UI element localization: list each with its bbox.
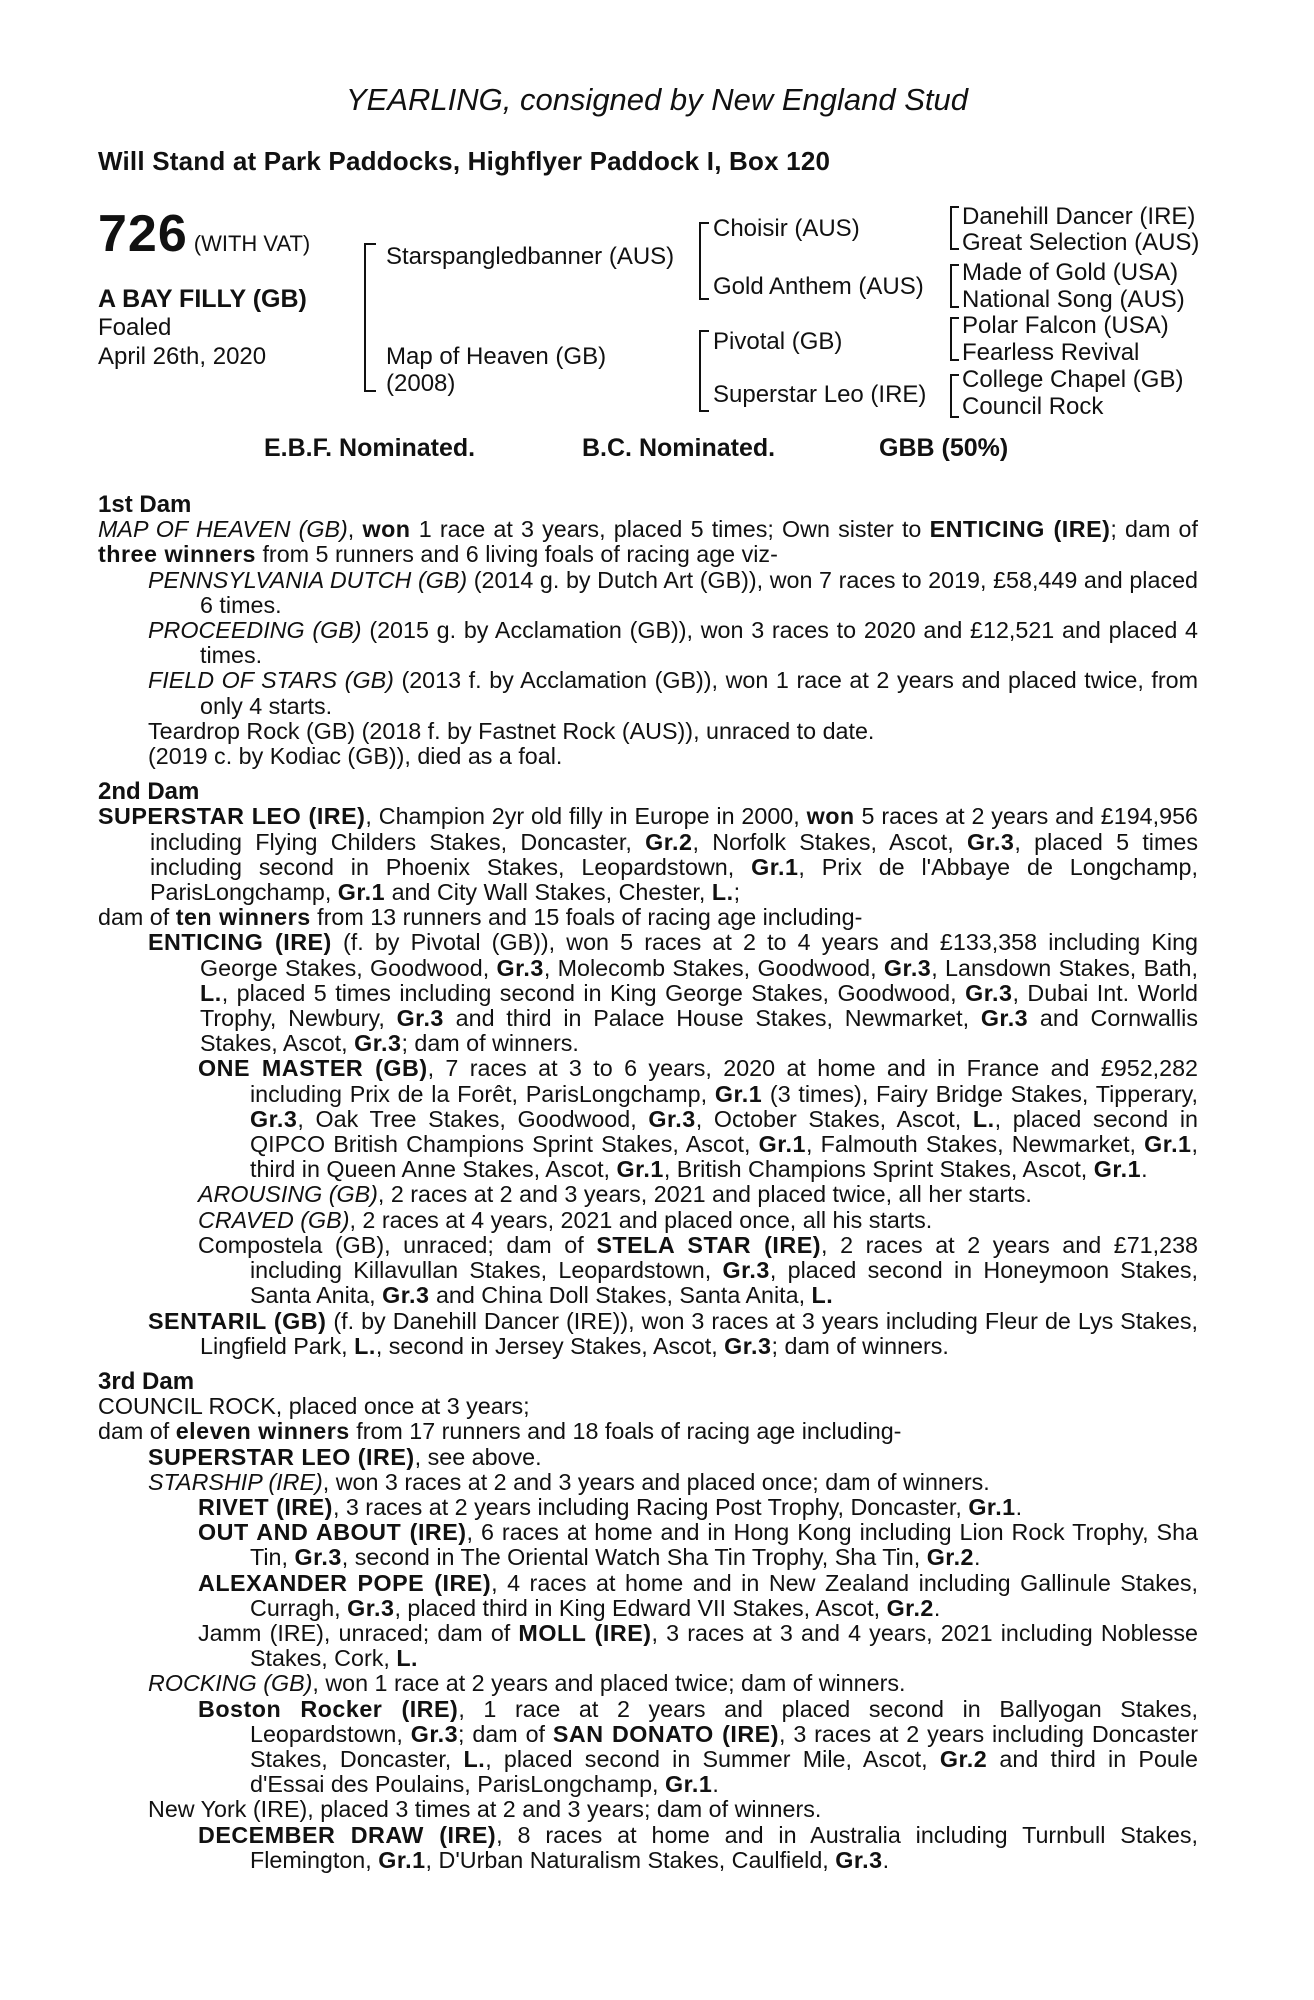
grade: Gr.3: [967, 828, 1015, 855]
pedigree-dam-dam: Superstar Leo (IRE): [713, 381, 927, 408]
text: .: [933, 1594, 941, 1621]
text: , second in Jersey Stakes, Ascot,: [375, 1332, 725, 1359]
grade: Gr.2: [886, 1594, 934, 1621]
grade: Gr.3: [980, 1005, 1029, 1032]
text: ; dam of: [458, 1720, 553, 1747]
produce-entry-december-draw: [98, 1823, 1198, 1873]
grade: Gr.3: [410, 1720, 459, 1747]
foal-name: PROCEEDING (GB): [148, 617, 362, 644]
pedigree-g2: Great Selection (AUS): [962, 229, 1200, 256]
text: dam of: [98, 1418, 176, 1445]
brace-parents: [364, 243, 376, 392]
runner-name: ROCKING (GB): [148, 1670, 313, 1697]
brace-g3: [950, 317, 959, 361]
text: , 2 races at 4 years, 2021 and placed once, all his starts.: [349, 1206, 933, 1233]
brace-sire-parents: [699, 222, 709, 300]
produce-entry-alexander-pope: [98, 1571, 1198, 1621]
brace-dam-parents: [699, 330, 709, 412]
text: ;: [733, 879, 741, 906]
horse-description: A BAY FILLY (GB): [98, 285, 307, 313]
text: , 6 races at home and in Hong Kong including Lion Rock Trophy, Sha Tin,: [250, 1519, 1198, 1571]
produce-entry-compostela: [98, 1233, 1198, 1309]
produce-record: [98, 482, 1198, 1873]
text: , see above.: [414, 1443, 542, 1470]
pedigree-dam-sire: Pivotal (GB): [713, 328, 843, 355]
lot-number: 726: [98, 205, 188, 263]
text: Compostela (GB), unraced; dam of: [198, 1231, 597, 1258]
text: from 5 runners and 6 living foals of racing age viz-: [255, 541, 778, 568]
grade: Gr.2: [939, 1745, 988, 1772]
runner-name: SAN DONATO (IRE): [552, 1720, 779, 1747]
runner-name: STARSHIP (IRE): [148, 1468, 323, 1495]
foal-entry: [98, 618, 1198, 668]
dam-name: SUPERSTAR LEO (IRE): [98, 803, 366, 830]
grade: Gr.1: [758, 1131, 806, 1158]
text: Jamm (IRE), unraced; dam of: [198, 1619, 519, 1646]
third-dam-produce: [98, 1419, 1198, 1444]
first-dam-summary: MAP OF HEAVEN (GB), won 1 race at 3 years, placed 5 times; Own sister to ENTICING (IRE); dam of three winners from 5 runners and 6 living foals of racing age viz-: [98, 516, 1198, 568]
text: , 4 races at home and in New Zealand including Gallinule Stakes, Curragh,: [250, 1569, 1198, 1621]
text: , Lansdown Stakes, Bath,: [931, 954, 1198, 981]
grade: Gr.3: [496, 954, 544, 981]
text: and China Doll Stakes, Santa Anita,: [429, 1282, 812, 1309]
text: , placed 5 times including second in King George Stakes, Goodwood,: [221, 979, 966, 1006]
first-dam-heading: 1st Dam: [98, 491, 192, 518]
text: , Dubai Int. World Trophy, Newbury,: [200, 979, 1198, 1032]
grade: Gr.1: [1144, 1131, 1192, 1158]
grade: Gr.3: [965, 979, 1013, 1006]
produce-entry-rivet: [98, 1495, 1198, 1520]
text: (3 times), Fairy Bridge Stakes, Tipperary,: [762, 1080, 1198, 1107]
listed: L.: [972, 1105, 995, 1132]
text: , 2 races at 2 and 3 years, 2021 and placed twice, all her starts.: [377, 1181, 1032, 1208]
text: , won 3 races at 2 and 3 years and placed once; dam of winners.: [322, 1468, 990, 1495]
text: , Norfolk Stakes, Ascot,: [692, 828, 968, 855]
sister-name: ENTICING (IRE): [929, 516, 1111, 543]
produce-entry-rocking: [98, 1671, 1198, 1696]
grade: Gr.1: [616, 1156, 664, 1183]
grade: Gr.1: [378, 1846, 426, 1873]
listed: L.: [711, 879, 734, 906]
text: , 8 races at home and in Australia including Turnbull Stakes, Flemington,: [250, 1821, 1198, 1873]
pedigree-g1: Danehill Dancer (IRE): [962, 203, 1196, 230]
gbb-note: GBB (50%): [879, 434, 1009, 462]
text: from 17 runners and 18 foals of racing age including-: [349, 1418, 902, 1445]
produce-entry-one-master: [98, 1056, 1198, 1182]
pedigree-g5: Polar Falcon (USA): [962, 312, 1169, 339]
grade: Gr.3: [883, 954, 932, 981]
pedigree-g3: Made of Gold (USA): [962, 259, 1179, 286]
text: , Oak Tree Stakes, Goodwood,: [297, 1105, 649, 1132]
pedigree-sire: Starspangledbanner (AUS): [386, 243, 675, 270]
grade: Gr.1: [664, 1771, 713, 1798]
runner-name: ALEXANDER POPE (IRE): [198, 1569, 492, 1596]
grade: Gr.3: [382, 1282, 430, 1309]
lot-number-block: [98, 204, 310, 264]
text: .: [974, 1544, 981, 1571]
second-dam-heading: 2nd Dam: [98, 778, 200, 806]
text: , Champion 2yr old filly in Europe in 2000,: [365, 803, 807, 830]
text: , 7 races at 3 to 6 years, 2020 at home and in France and £952,282 including Prix de la Forêt, ParisLongchamp,: [250, 1055, 1198, 1107]
brace-g2: [950, 264, 959, 308]
text: .: [1141, 1156, 1148, 1183]
produce-entry-craved: [98, 1208, 1198, 1233]
runner-name: SENTARIL (GB): [148, 1307, 327, 1334]
foal-entry: (2019 c. by Kodiac (GB)), died as a foal.: [148, 743, 563, 770]
text: .: [882, 1846, 890, 1873]
runner-name: ENTICING (IRE): [148, 929, 332, 956]
text: from 13 runners and 15 foals of racing age including-: [310, 904, 863, 931]
pedigree-dam: Map of Heaven (GB): [386, 343, 607, 370]
foal-entry: [98, 568, 1198, 618]
runner-name: AROUSING (GB): [198, 1181, 378, 1208]
runner-name: CRAVED (GB): [198, 1206, 350, 1233]
winners-count: eleven winners: [175, 1418, 350, 1445]
stand-location: Will Stand at Park Paddocks, Highflyer Paddock I, Box 120: [98, 146, 831, 176]
third-dam-heading: 3rd Dam: [98, 1367, 195, 1395]
pedigree-g8: Council Rock: [962, 393, 1104, 420]
grade: Gr.3: [722, 1257, 770, 1284]
produce-entry-superstar: [98, 1445, 1198, 1470]
text: , 3 races at 3 and 4 years, 2021 including Noblesse Stakes, Cork,: [250, 1619, 1198, 1672]
grade: Gr.3: [396, 1005, 444, 1032]
text: ; dam of: [1110, 516, 1198, 543]
text: , placed second in Summer Mile, Ascot,: [485, 1745, 940, 1772]
produce-entry-starship: [98, 1470, 1198, 1495]
text: 5 races at 2 years and £194,956 including Flying Childers Stakes, Doncaster,: [150, 803, 1198, 855]
text: , October Stakes, Ascot,: [695, 1105, 973, 1132]
listed: L.: [463, 1745, 486, 1772]
won-text: won: [806, 803, 855, 830]
produce-entry-enticing: [98, 930, 1198, 1056]
text: and Cornwallis Stakes, Ascot,: [200, 1005, 1198, 1057]
grade: Gr.1: [968, 1493, 1016, 1520]
grade: Gr.1: [1093, 1156, 1142, 1183]
foaled-info: [98, 313, 266, 371]
runner-name: RIVET (IRE): [198, 1493, 333, 1520]
text: and third in Palace House Stakes, Newmarket,: [443, 1005, 981, 1032]
text: , second in The Oriental Watch Sha Tin Trophy, Sha Tin,: [341, 1544, 927, 1571]
text: , won 1 race at 2 years and placed twice; dam of winners.: [312, 1670, 906, 1697]
consignor-line: YEARLING, consigned by New England Stud: [345, 82, 969, 117]
foaled-date: April 26th, 2020: [98, 343, 267, 370]
grade: Gr.3: [347, 1594, 395, 1621]
text: 1 race at 3 years, placed 5 times; Own sister to: [410, 516, 930, 543]
pedigree-g4: National Song (AUS): [962, 286, 1185, 313]
text: , 2 races at 2 years and £71,238 including Killavullan Stakes, Leopardstown,: [250, 1231, 1198, 1284]
second-dam-produce: [98, 905, 1198, 930]
text: and third in Poule d'Essai des Poulains, ParisLongchamp,: [250, 1745, 1198, 1798]
listed: L.: [396, 1645, 419, 1672]
text: ; dam of winners.: [401, 1030, 579, 1057]
grade: Gr.3: [724, 1332, 772, 1359]
foal-text: (2015 g. by Acclamation (GB)), won 3 races to 2020 and £12,521 and placed 4 times.: [200, 617, 1198, 669]
text: (f. by Pivotal (GB)), won 5 races at 2 to 4 years and £133,358 including King George Stakes, Goodwood,: [200, 929, 1198, 981]
text: , British Champions Sprint Stakes, Ascot,: [663, 1156, 1094, 1183]
text: , 3 races at 2 years including Doncaster Stakes, Doncaster,: [250, 1720, 1198, 1772]
listed: L.: [811, 1282, 834, 1309]
text: , Prix de l'Abbaye de Longchamp, ParisLongchamp,: [150, 853, 1198, 906]
winners-count: ten winners: [175, 904, 311, 931]
pedigree-sire-dam: Gold Anthem (AUS): [713, 273, 924, 300]
foal-text: (2013 f. by Acclamation (GB)), won 1 race at 2 years and placed twice, from only 4 starts.: [200, 667, 1198, 719]
text: , third in Queen Anne Stakes, Ascot,: [250, 1131, 1198, 1183]
runner-name: Boston Rocker (IRE): [198, 1695, 459, 1722]
produce-entry-out-and-about: [98, 1520, 1198, 1570]
produce-entry-sentaril: [98, 1309, 1198, 1359]
text: .: [1015, 1493, 1023, 1520]
ebf-nomination: E.B.F. Nominated.: [264, 434, 476, 462]
grade: Gr.3: [648, 1105, 696, 1132]
runner-name: MOLL (IRE): [518, 1619, 652, 1646]
produce-entry-arousing: [98, 1182, 1198, 1207]
pedigree-sire-sire: Choisir (AUS): [713, 215, 860, 242]
produce-entry-jamm: [98, 1621, 1198, 1671]
pedigree-dam-year: (2008): [386, 370, 456, 397]
text: , placed second in Honeymoon Stakes, Santa Anita,: [250, 1257, 1199, 1309]
listed: L.: [200, 979, 222, 1006]
text: , placed third in King Edward VII Stakes, Ascot,: [394, 1594, 887, 1621]
runner-name: DECEMBER DRAW (IRE): [198, 1821, 497, 1848]
foal-text: (2014 g. by Dutch Art (GB)), won 7 races to 2019, £58,449 and placed 6 times.: [200, 566, 1198, 618]
second-dam-summary: [98, 804, 1198, 905]
grade: Gr.3: [294, 1544, 342, 1571]
pedigree-g6: Fearless Revival: [962, 339, 1140, 366]
runner-name: OUT AND ABOUT (IRE): [198, 1519, 467, 1546]
dam-name: MAP OF HEAVEN (GB): [98, 516, 348, 543]
grade: Gr.3: [250, 1105, 298, 1132]
foal-entry: Teardrop Rock (GB) (2018 f. by Fastnet Rock (AUS)), unraced to date.: [148, 717, 875, 744]
text: , Falmouth Stakes, Newmarket,: [805, 1131, 1145, 1158]
grade: Gr.1: [337, 879, 386, 906]
foal-name: PENNSYLVANIA DUTCH (GB): [148, 566, 468, 593]
brace-g1: [950, 206, 959, 250]
text: , 3 races at 2 years including Racing Post Trophy, Doncaster,: [332, 1493, 969, 1520]
winners-count: three winners: [98, 541, 256, 568]
bc-nomination: B.C. Nominated.: [582, 434, 776, 462]
third-dam-summary: COUNCIL ROCK, placed once at 3 years;: [98, 1393, 530, 1420]
text: , D'Urban Naturalism Stakes, Caulfield,: [425, 1846, 836, 1873]
grade: Gr.1: [714, 1080, 763, 1107]
listed: L.: [354, 1332, 376, 1359]
pedigree-g7: College Chapel (GB): [962, 366, 1184, 393]
text: dam of: [98, 904, 176, 931]
foal-entry: [98, 668, 1198, 718]
produce-entry-boston-rocker: [98, 1697, 1198, 1798]
grade: Gr.3: [354, 1030, 402, 1057]
grade: Gr.1: [751, 853, 799, 880]
won-text: won: [362, 516, 411, 543]
runner-name: SUPERSTAR LEO (IRE): [148, 1443, 415, 1470]
text: , placed 5 times including second in Phoenix Stakes, Leopardstown,: [150, 828, 1198, 880]
foal-name: FIELD OF STARS (GB): [148, 667, 394, 694]
foaled-label: Foaled: [98, 314, 172, 341]
grade: Gr.2: [645, 828, 693, 855]
runner-name: ONE MASTER (GB): [198, 1055, 428, 1082]
text: and City Wall Stakes, Chester,: [385, 879, 712, 906]
produce-entry-new-york: New York (IRE), placed 3 times at 2 and 3 years; dam of winners.: [148, 1796, 822, 1823]
brace-g4: [950, 374, 959, 418]
text: ; dam of winners.: [771, 1332, 949, 1359]
grade: Gr.3: [835, 1846, 883, 1873]
runner-name: STELA STAR (IRE): [596, 1231, 822, 1258]
text: (f. by Danehill Dancer (IRE)), won 3 races at 3 years including Fleur de Lys Stakes, Lingfield Park,: [200, 1307, 1198, 1359]
grade: Gr.2: [926, 1544, 975, 1571]
text: .: [712, 1771, 719, 1798]
vat-note: (WITH VAT): [193, 231, 311, 256]
text: , Molecomb Stakes, Goodwood,: [543, 954, 884, 981]
text: , placed second in QIPCO British Champions Sprint Stakes, Ascot,: [250, 1105, 1198, 1158]
text: , 1 race at 2 years and placed second in Ballyogan Stakes, Leopardstown,: [250, 1695, 1198, 1747]
